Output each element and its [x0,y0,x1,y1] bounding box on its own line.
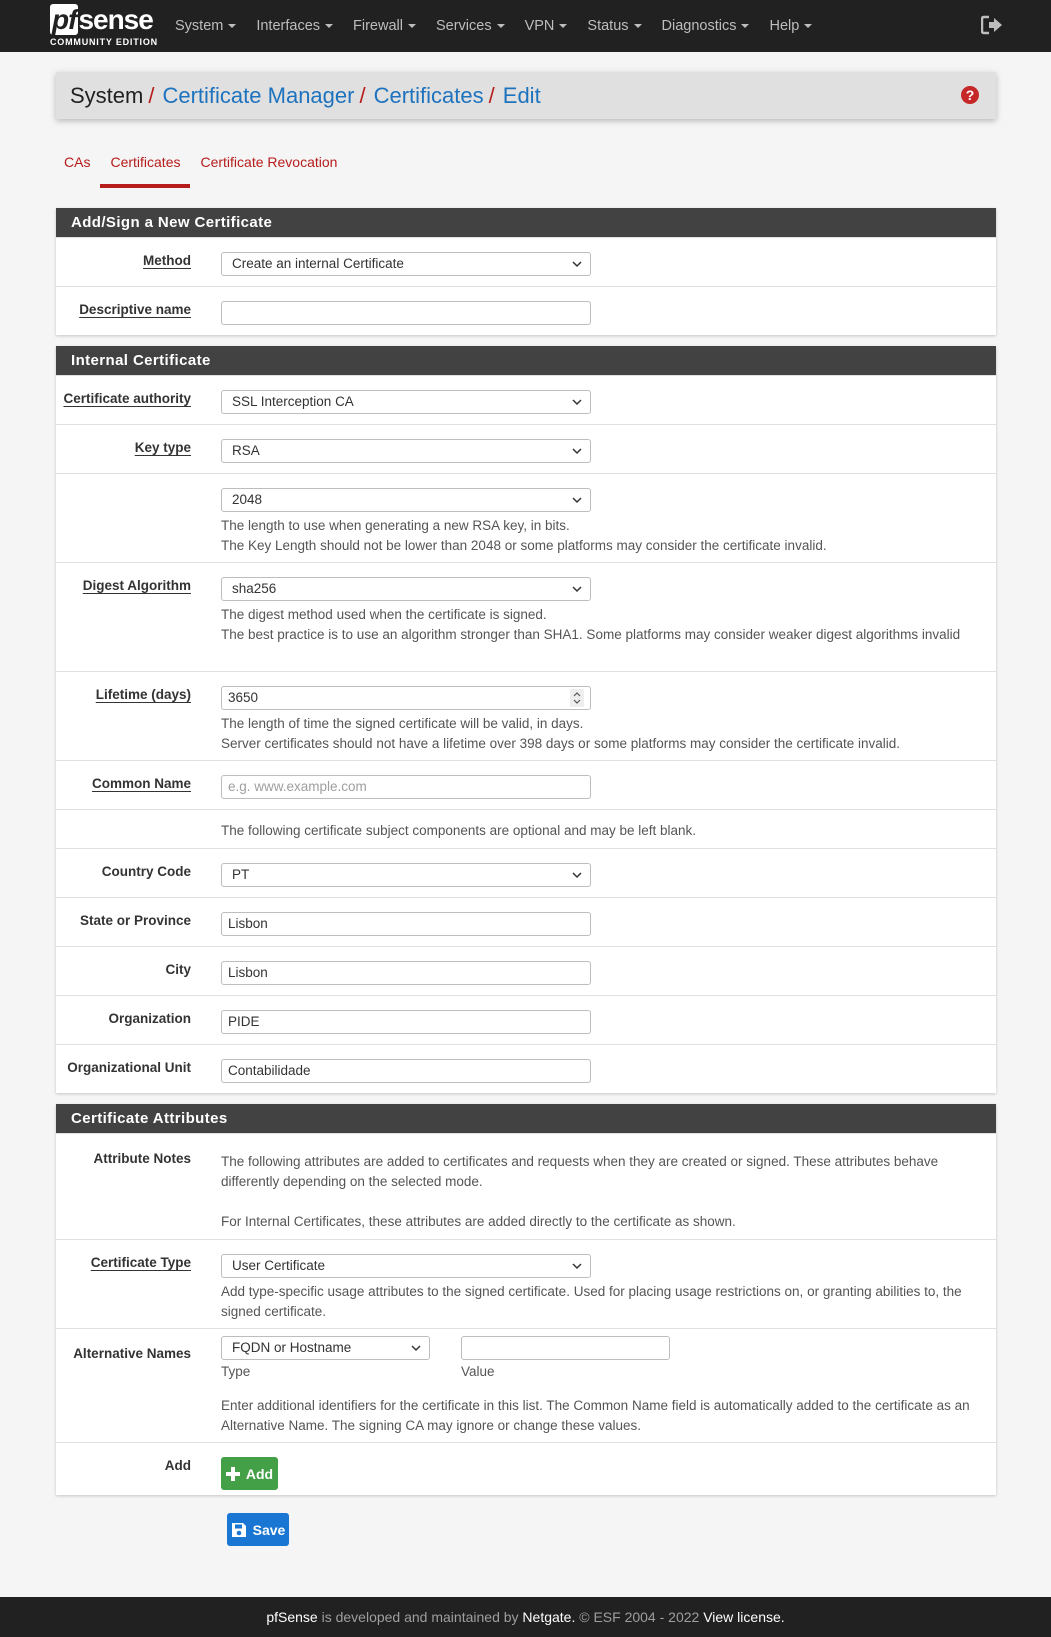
tab-cas[interactable]: CAs [64,154,91,170]
key-type-row [56,424,996,473]
footer-company-link[interactable]: Netgate. [522,1609,576,1625]
save-button[interactable]: Save [227,1513,289,1546]
caret-down-icon [741,24,749,28]
breadcrumb-separator: / [148,82,155,108]
caret-down-icon [634,24,642,28]
internal-certificate-panel [56,346,996,1093]
add-row [56,1442,996,1495]
chevron-down-icon [411,1344,421,1352]
alt-name-type-caption: Type [221,1364,251,1379]
logo-pf: pf [52,4,77,35]
tab-bar [54,150,347,188]
digest-select[interactable]: sha256 [221,577,591,601]
chevron-down-icon [572,871,582,879]
certificate-type-row [56,1239,996,1328]
footer-copyright: © ESF 2004 - 2022 [575,1609,704,1625]
plus-icon [226,1467,240,1481]
chevron-down-icon [572,1262,582,1270]
chevron-down-icon [572,398,582,406]
main-menu [165,0,822,52]
digest-help: The digest method used when the certificate is signed. The best practice is to use an algorithm stronger than SHA1. Some platforms may consider weaker digest algorithms invalid [221,607,961,642]
state-input[interactable]: Lisbon [221,912,591,936]
alt-name-value-input[interactable] [461,1336,670,1360]
key-length-select[interactable]: 2048 [221,488,591,512]
chevron-down-icon [572,585,582,593]
menu-firewall[interactable]: Firewall [343,18,426,34]
lifetime-label: Lifetime (days) [95,687,191,702]
footer [0,1597,1051,1637]
digest-row [56,562,996,671]
org-unit-input[interactable]: Contabilidade [221,1059,591,1083]
country-select[interactable]: PT [221,863,591,887]
breadcrumb-separator: / [488,82,495,108]
menu-system[interactable]: System [165,18,246,34]
footer-brand[interactable]: pfSense [266,1609,318,1625]
method-row [56,237,996,286]
menu-status[interactable]: Status [577,18,651,34]
logout-icon[interactable] [981,15,1003,35]
org-unit-row [56,1044,996,1092]
common-name-label: Common Name [91,776,191,791]
tab-certificates[interactable]: Certificates [100,150,190,188]
country-label: Country Code [101,864,191,879]
caret-down-icon [497,24,505,28]
alternative-names-row [56,1328,996,1442]
add-sign-heading: Add/Sign a New Certificate [56,208,996,237]
chevron-down-icon [572,260,582,268]
city-row [56,946,996,995]
caret-down-icon [559,24,567,28]
method-select[interactable]: Create an internal Certificate [221,252,591,276]
breadcrumb-system: System [70,82,144,108]
key-type-label: Key type [134,440,191,455]
breadcrumb-certificates[interactable]: Certificates [373,82,484,108]
add-button[interactable]: Add [221,1457,278,1490]
ca-row [56,375,996,424]
menu-interfaces[interactable]: Interfaces [246,18,343,34]
footer-text: is developed and maintained by [317,1609,523,1625]
common-name-row [56,760,996,809]
method-label: Method [143,253,191,268]
city-label: City [165,962,191,977]
caret-down-icon [325,24,333,28]
attribute-notes-row [56,1133,996,1239]
key-type-select[interactable]: RSA [221,439,591,463]
common-name-input[interactable]: e.g. www.example.com [221,775,591,799]
ca-select[interactable]: SSL Interception CA [221,390,591,414]
optional-note: The following certificate subject components are optional and may be left blank. [221,823,697,838]
pfsense-logo[interactable] [50,5,160,47]
add-sign-panel [56,208,996,335]
digest-label: Digest Algorithm [82,578,191,593]
alt-name-value-caption: Value [461,1364,495,1379]
menu-vpn[interactable]: VPN [515,18,578,34]
certificate-type-help: Add type-specific usage attributes to the signed certificate. Used for placing usage restrictions on, or granting abilities to, the signed certificate. [221,1284,962,1319]
lifetime-help: The length of time the signed certificate will be valid, in days. Server certificates should not have a lifetime over 398 days or some platforms may consider the certificate invalid. [221,716,901,751]
breadcrumb-edit[interactable]: Edit [502,82,541,108]
certificate-type-label: Certificate Type [90,1255,191,1270]
organization-label: Organization [108,1011,191,1026]
descriptive-name-label: Descriptive name [79,302,191,317]
certificate-attributes-panel [56,1104,996,1495]
alternative-names-help: Enter additional identifiers for the certificate in this list. The Common Name field is automatically added to the certificate as an Alternative Name. The signing CA may ignore or change these values. [221,1398,970,1433]
chevron-down-icon [572,447,582,455]
lifetime-input[interactable]: 3650 [221,686,591,710]
state-label: State or Province [79,913,191,928]
caret-down-icon [228,24,236,28]
optional-note-row [56,809,996,848]
certificate-type-select[interactable]: User Certificate [221,1254,591,1278]
state-row [56,897,996,946]
svg-text:?: ? [965,87,975,103]
footer-license-link[interactable]: View license. [703,1609,785,1625]
internal-certificate-heading: Internal Certificate [56,346,996,375]
menu-help[interactable]: Help [759,18,822,34]
spinner-icon[interactable] [570,689,584,707]
logo-edition: COMMUNITY EDITION [50,37,158,47]
caret-down-icon [804,24,812,28]
organization-input[interactable]: PIDE [221,1010,591,1034]
alternative-names-label: Alternative Names [73,1346,191,1361]
city-input[interactable]: Lisbon [221,961,591,985]
country-row [56,848,996,897]
key-length-row [56,473,996,562]
add-label: Add [164,1458,191,1473]
key-length-help: The length to use when generating a new RSA key, in bits. The Key Length should not be lower than 2048 or some platforms may consider the certificate invalid. [221,518,827,553]
certificate-attributes-heading: Certificate Attributes [56,1104,996,1133]
chevron-down-icon [572,496,582,504]
breadcrumb [56,72,996,119]
menu-diagnostics[interactable]: Diagnostics [652,18,760,34]
floppy-disk-icon [231,1522,247,1538]
org-unit-label: Organizational Unit [67,1060,191,1075]
menu-services[interactable]: Services [426,18,515,34]
descriptive-name-row [56,286,996,335]
alt-name-type-select[interactable]: FQDN or Hostname [221,1336,430,1360]
logo-sense: sense [78,4,153,35]
help-icon[interactable] [960,85,980,105]
ca-label: Certificate authority [63,391,191,406]
breadcrumb-separator: / [359,82,366,108]
tab-certificate-revocation[interactable]: Certificate Revocation [200,154,338,170]
breadcrumb-certificate-manager[interactable]: Certificate Manager [162,82,355,108]
lifetime-row [56,671,996,760]
top-navbar [0,0,1051,52]
caret-down-icon [408,24,416,28]
descriptive-name-input[interactable] [221,301,591,325]
attribute-notes-text: The following attributes are added to certificates and requests when they are created or signed. These attributes behave differently depending on the selected mode. For Internal Certificates, these attributes are added directly to the certificate as shown. [221,1154,939,1229]
organization-row [56,995,996,1044]
attribute-notes-label: Attribute Notes [93,1151,191,1166]
